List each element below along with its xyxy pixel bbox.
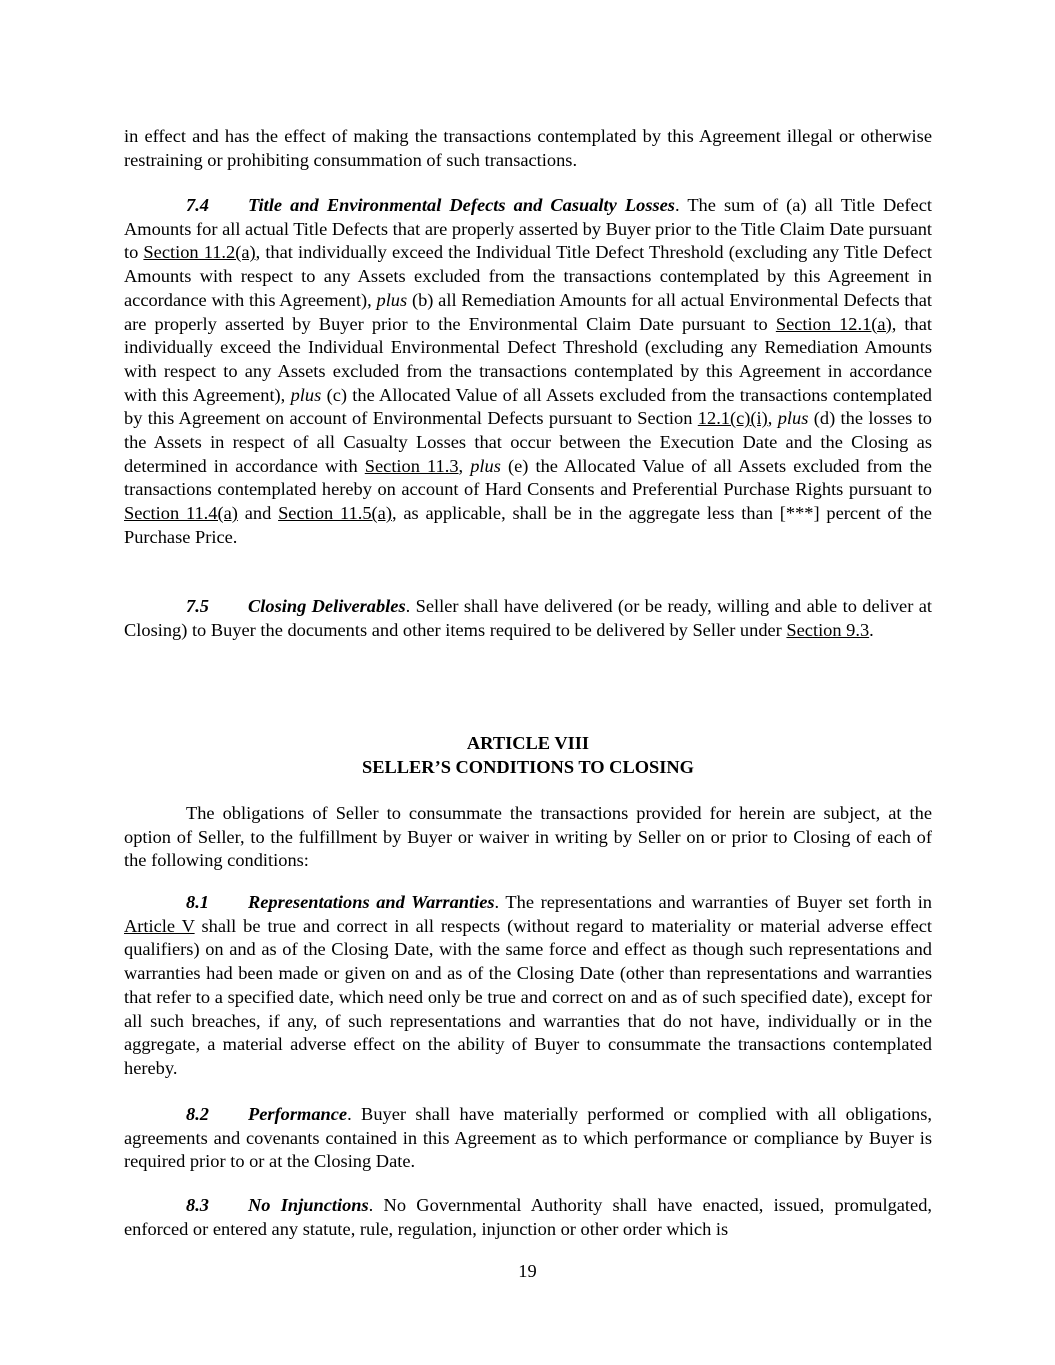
- intro-paragraph: in effect and has the effect of making the transactions contemplated by this Agreement illegal or otherwise restraining or prohibiting consummation of such transactions.: [124, 126, 932, 170]
- section-number: 8.1: [186, 892, 209, 912]
- section-reference: Article V: [124, 915, 195, 936]
- section-title: Representations and Warranties: [248, 892, 495, 912]
- section-8-1: 8.1 Representations and Warranties. The representations and warranties of Buyer set forth in Article V shall be true and correct in all respects (without regard to materiality or material adverse effect qualifiers) on and as of the Closing Date, with the same force and effect as though such representations and warranties had been made or given on and as of the Closing Date (other than representations and warranties that refer to a specified date, which need only be true and correct on and as of such specified date), except for all such breaches, if any, of such representations and warranties that do not have, individually or in the aggregate, a material adverse effect on the ability of Buyer to consummate the transactions contemplated hereby.: [124, 892, 933, 1078]
- section-reference: Section 11.2(a): [143, 242, 256, 263]
- section-reference: Section 11.3: [364, 455, 459, 476]
- section-reference: Section 11.4(a): [124, 503, 238, 524]
- section-title: Closing Deliverables: [248, 596, 406, 616]
- article-heading: ARTICLE VIII SELLER’S CONDITIONS TO CLOSING: [362, 733, 694, 777]
- section-7-5: 7.5 Closing Deliverables. Seller shall have delivered (or be ready, willing and able to deliver at Closing) to Buyer the documents and other items required to be delivered by Seller under Section 9.3.: [124, 596, 933, 640]
- section-title: Performance: [248, 1104, 348, 1124]
- section-number: 7.5: [186, 596, 209, 616]
- section-title: Title and Environmental Defects and Casualty Losses: [248, 195, 675, 215]
- section-reference: Section 11.5(a): [278, 503, 392, 524]
- section-number: 8.2: [186, 1104, 209, 1124]
- section-number: 8.3: [186, 1195, 209, 1215]
- page-number: 19: [518, 1261, 537, 1281]
- article-preamble: The obligations of Seller to consummate the transactions provided for herein are subject, at the option of Seller, to the fulfillment by Buyer or waiver in writing by Seller on or prior to Closing of each of the following conditions:: [124, 803, 932, 871]
- section-number: 7.4: [186, 195, 209, 215]
- section-reference: Section 9.3: [786, 619, 870, 640]
- section-reference: Section 12.1(a): [775, 313, 892, 334]
- section-7-4: 7.4 Title and Environmental Defects and Casualty Losses. The sum of (a) all Title Defect Amounts for all actual Title Defects that are properly asserted by Buyer prior to the Title Claim Date pursuant to Section 11.2(a), that individually exceed the Individual Title Defect Threshold (excluding any Title Defect Amounts with respect to any Assets excluded from the transactions contemplated by this Agreement in accordance with this Agreement), plus (b) all Remediation Amounts for all actual Environmental Defects that are properly asserted by Buyer prior to the Environmental Claim Date pursuant to Section 12.1(a), that individually exceed the Individual Environmental Defect Threshold (excluding any Remediation Amounts with respect to any Assets excluded from the transactions contemplated by this Agreement in accordance with this Agreement), plus (c) the Allocated Value of all Assets excluded from the transactions contemplated by this Agreement on account of Environmental Defects pursuant to Section 12.1(c)(i), plus (d) the losses to the Assets in respect of all Casualty Losses that occur between the Execution Date and the Closing as determined in accordance with Section 11.3, plus (e) the Allocated Value of all Assets excluded from the transactions contemplated hereby on account of Hard Consents and Preferential Purchase Rights pursuant to Section 11.4(a) and Section 11.5(a), as applicable, shall be in the aggregate less than [***] percent of the Purchase Price.: [124, 195, 933, 547]
- section-8-2: 8.2 Performance. Buyer shall have materially performed or complied with all obligations, agreements and covenants contained in this Agreement as to which performance or compliance by Buyer is required prior to or at the Closing Date.: [124, 1104, 932, 1172]
- section-title: No Injunctions: [248, 1195, 369, 1215]
- section-8-3: 8.3 No Injunctions. No Governmental Authority shall have enacted, issued, promulgated, enforced or entered any statute, rule, regulation, injunction or other order which is: [124, 1195, 932, 1239]
- section-reference: 12.1(c)(i): [697, 408, 768, 429]
